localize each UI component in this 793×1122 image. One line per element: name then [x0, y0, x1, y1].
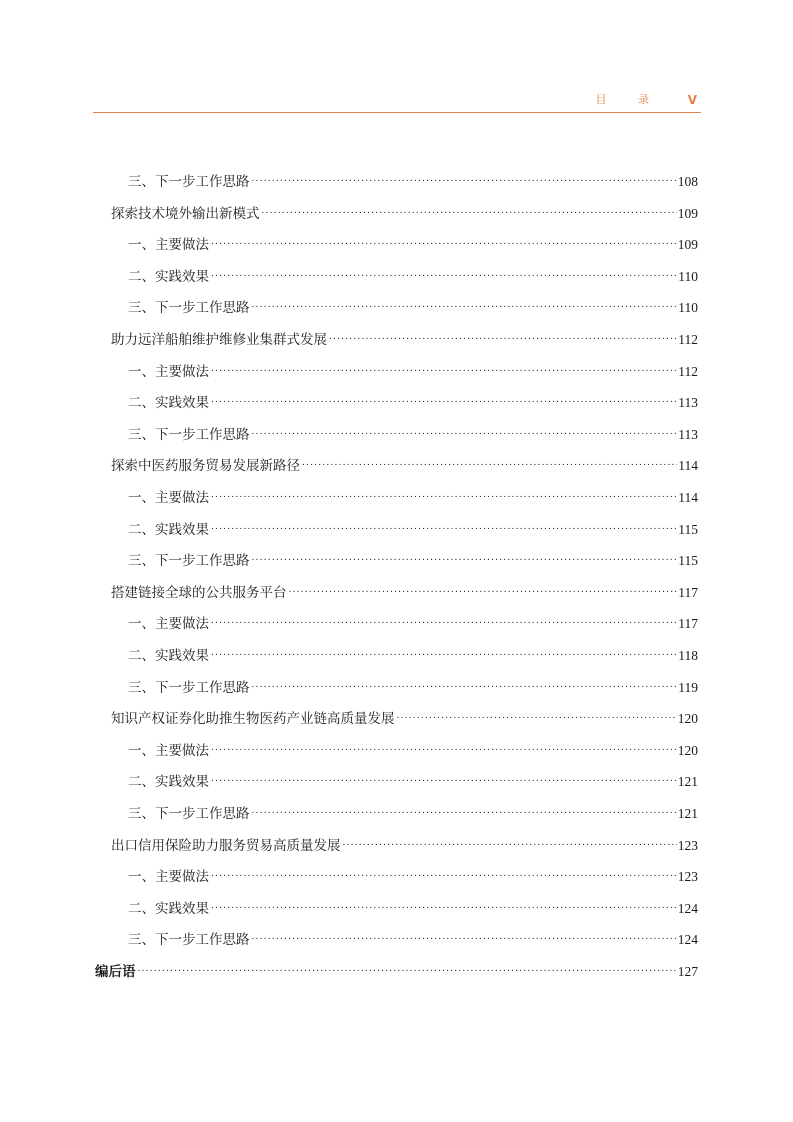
toc-dot-leader	[138, 954, 677, 976]
toc-entry-page: 109	[677, 205, 698, 221]
toc-entry-page: 121	[677, 774, 698, 790]
toc-entry-page: 110	[678, 300, 698, 316]
toc-entry-title: 一、主要做法	[128, 490, 209, 506]
toc-entry-page: 110	[678, 268, 698, 284]
toc-entry-page: 124	[677, 932, 698, 948]
toc-entry[interactable]	[128, 512, 698, 538]
toc-entry-page: 112	[678, 332, 698, 347]
toc-entry-page: 123	[677, 869, 698, 885]
toc-entry[interactable]	[128, 290, 698, 317]
toc-entry-title: 三、下一步工作思路	[128, 426, 250, 443]
toc-entry-page: 113	[678, 426, 698, 442]
toc-entry-title: 三、下一步工作思路	[128, 553, 250, 570]
toc-entry[interactable]	[128, 670, 698, 696]
toc-entry[interactable]	[128, 480, 698, 506]
toc-entry-title: 二、实践效果	[128, 521, 209, 538]
toc-entry-page: 115	[678, 521, 698, 537]
toc-entry-page: 119	[678, 679, 698, 695]
toc-dot-leader	[252, 670, 678, 692]
toc-entry-title: 一、主要做法	[128, 616, 209, 633]
toc-entry[interactable]	[128, 859, 698, 886]
toc-entry-title: 二、实践效果	[128, 900, 209, 917]
toc-entry-page: 112	[678, 363, 698, 379]
toc-entry-page: 114	[678, 490, 698, 505]
toc-entry-page: 124	[677, 900, 698, 916]
toc-entry[interactable]	[111, 448, 698, 475]
toc-entry[interactable]	[128, 922, 698, 949]
toc-dot-leader	[211, 606, 677, 628]
toc-entry-title: 搭建链接全球的公共服务平台	[111, 584, 287, 601]
toc-entry[interactable]	[128, 417, 698, 443]
toc-entry-title: 三、下一步工作思路	[128, 174, 250, 190]
toc-entry-title: 探索中医药服务贸易发展新路径	[111, 458, 300, 475]
toc-entry[interactable]	[111, 701, 698, 728]
toc-entry-page: 118	[678, 648, 698, 663]
toc-dot-leader	[289, 575, 678, 597]
toc-entry[interactable]	[128, 733, 698, 759]
toc-entry-page: 115	[678, 553, 698, 569]
toc-entry[interactable]	[128, 164, 698, 190]
toc-dot-leader	[211, 859, 677, 881]
toc-entry-title: 二、实践效果	[128, 648, 209, 664]
toc-entry-page: 109	[677, 237, 698, 253]
toc-dot-leader	[211, 480, 677, 502]
toc-entry-page: 123	[677, 837, 698, 853]
toc-entry-page: 113	[678, 395, 698, 411]
toc-dot-leader	[211, 354, 677, 376]
toc-entry-title: 出口信用保险助力服务贸易高质量发展	[111, 837, 341, 854]
toc-dot-leader	[252, 543, 678, 565]
toc-dot-leader	[252, 290, 678, 312]
page-header	[93, 90, 701, 113]
toc-entry-title: 二、实践效果	[128, 268, 209, 285]
toc-entry-title: 二、实践效果	[128, 774, 209, 791]
toc-entry[interactable]	[128, 259, 698, 285]
toc-entry-title: 一、主要做法	[128, 742, 209, 759]
toc-dot-leader	[397, 701, 677, 723]
toc-dot-leader	[252, 417, 678, 439]
toc-dot-leader	[211, 733, 677, 755]
toc-entry-title: 一、主要做法	[128, 869, 209, 886]
toc-entry-title: 探索技术境外输出新模式	[111, 205, 260, 222]
toc-dot-leader	[343, 828, 677, 850]
toc-entry[interactable]	[111, 575, 698, 601]
toc-entry[interactable]	[128, 891, 698, 917]
toc-entry[interactable]	[111, 828, 698, 854]
toc-dot-leader	[211, 891, 677, 913]
toc-entry-title: 三、下一步工作思路	[128, 806, 250, 822]
toc-dot-leader	[211, 227, 677, 249]
toc-entry-title: 三、下一步工作思路	[128, 300, 250, 317]
toc-entry-page: 120	[677, 711, 698, 727]
toc-dot-leader	[211, 385, 677, 407]
toc-entry-page: 108	[677, 174, 698, 189]
toc-entry-title: 编后语	[95, 964, 136, 980]
header-page-number: V	[687, 93, 697, 107]
toc-dot-leader	[211, 259, 677, 281]
toc-dot-leader	[252, 796, 677, 818]
toc-entry[interactable]	[128, 764, 698, 791]
toc-entry[interactable]	[128, 227, 698, 254]
toc-entry[interactable]	[128, 606, 698, 633]
toc-entry-page: 117	[678, 616, 698, 632]
toc-entry-title: 三、下一步工作思路	[128, 679, 250, 696]
toc-entry[interactable]	[111, 322, 698, 348]
toc-entry[interactable]	[95, 954, 698, 980]
toc-entry[interactable]	[128, 796, 698, 822]
toc-entry-title: 助力远洋船舶维护维修业集群式发展	[111, 332, 327, 348]
toc-entry[interactable]	[128, 385, 698, 412]
toc-entry-page: 120	[677, 742, 698, 758]
toc-dot-leader	[211, 638, 677, 660]
toc-entry-page: 117	[678, 584, 698, 600]
toc-dot-leader	[211, 512, 677, 534]
toc-dot-leader	[252, 164, 677, 186]
toc-entry-title: 一、主要做法	[128, 237, 209, 254]
toc-entry-title: 知识产权证券化助推生物医药产业链高质量发展	[111, 711, 395, 728]
toc-entry-title: 三、下一步工作思路	[128, 932, 250, 949]
toc-entry-page: 114	[678, 458, 698, 474]
toc-entry-title: 二、实践效果	[128, 395, 209, 412]
toc-entry-page: 127	[677, 964, 698, 979]
toc-entry[interactable]	[128, 543, 698, 570]
toc-entry[interactable]	[128, 354, 698, 380]
toc-dot-leader	[262, 196, 677, 218]
toc-entry[interactable]	[128, 638, 698, 664]
toc-dot-leader	[329, 322, 677, 344]
toc-entry[interactable]	[111, 196, 698, 222]
toc-dot-leader	[302, 448, 677, 470]
toc-entry-title: 一、主要做法	[128, 363, 209, 380]
toc-dot-leader	[252, 922, 677, 944]
toc-entry-page: 121	[677, 806, 698, 821]
header-title: 目 录	[595, 93, 663, 106]
toc-dot-leader	[211, 764, 677, 786]
